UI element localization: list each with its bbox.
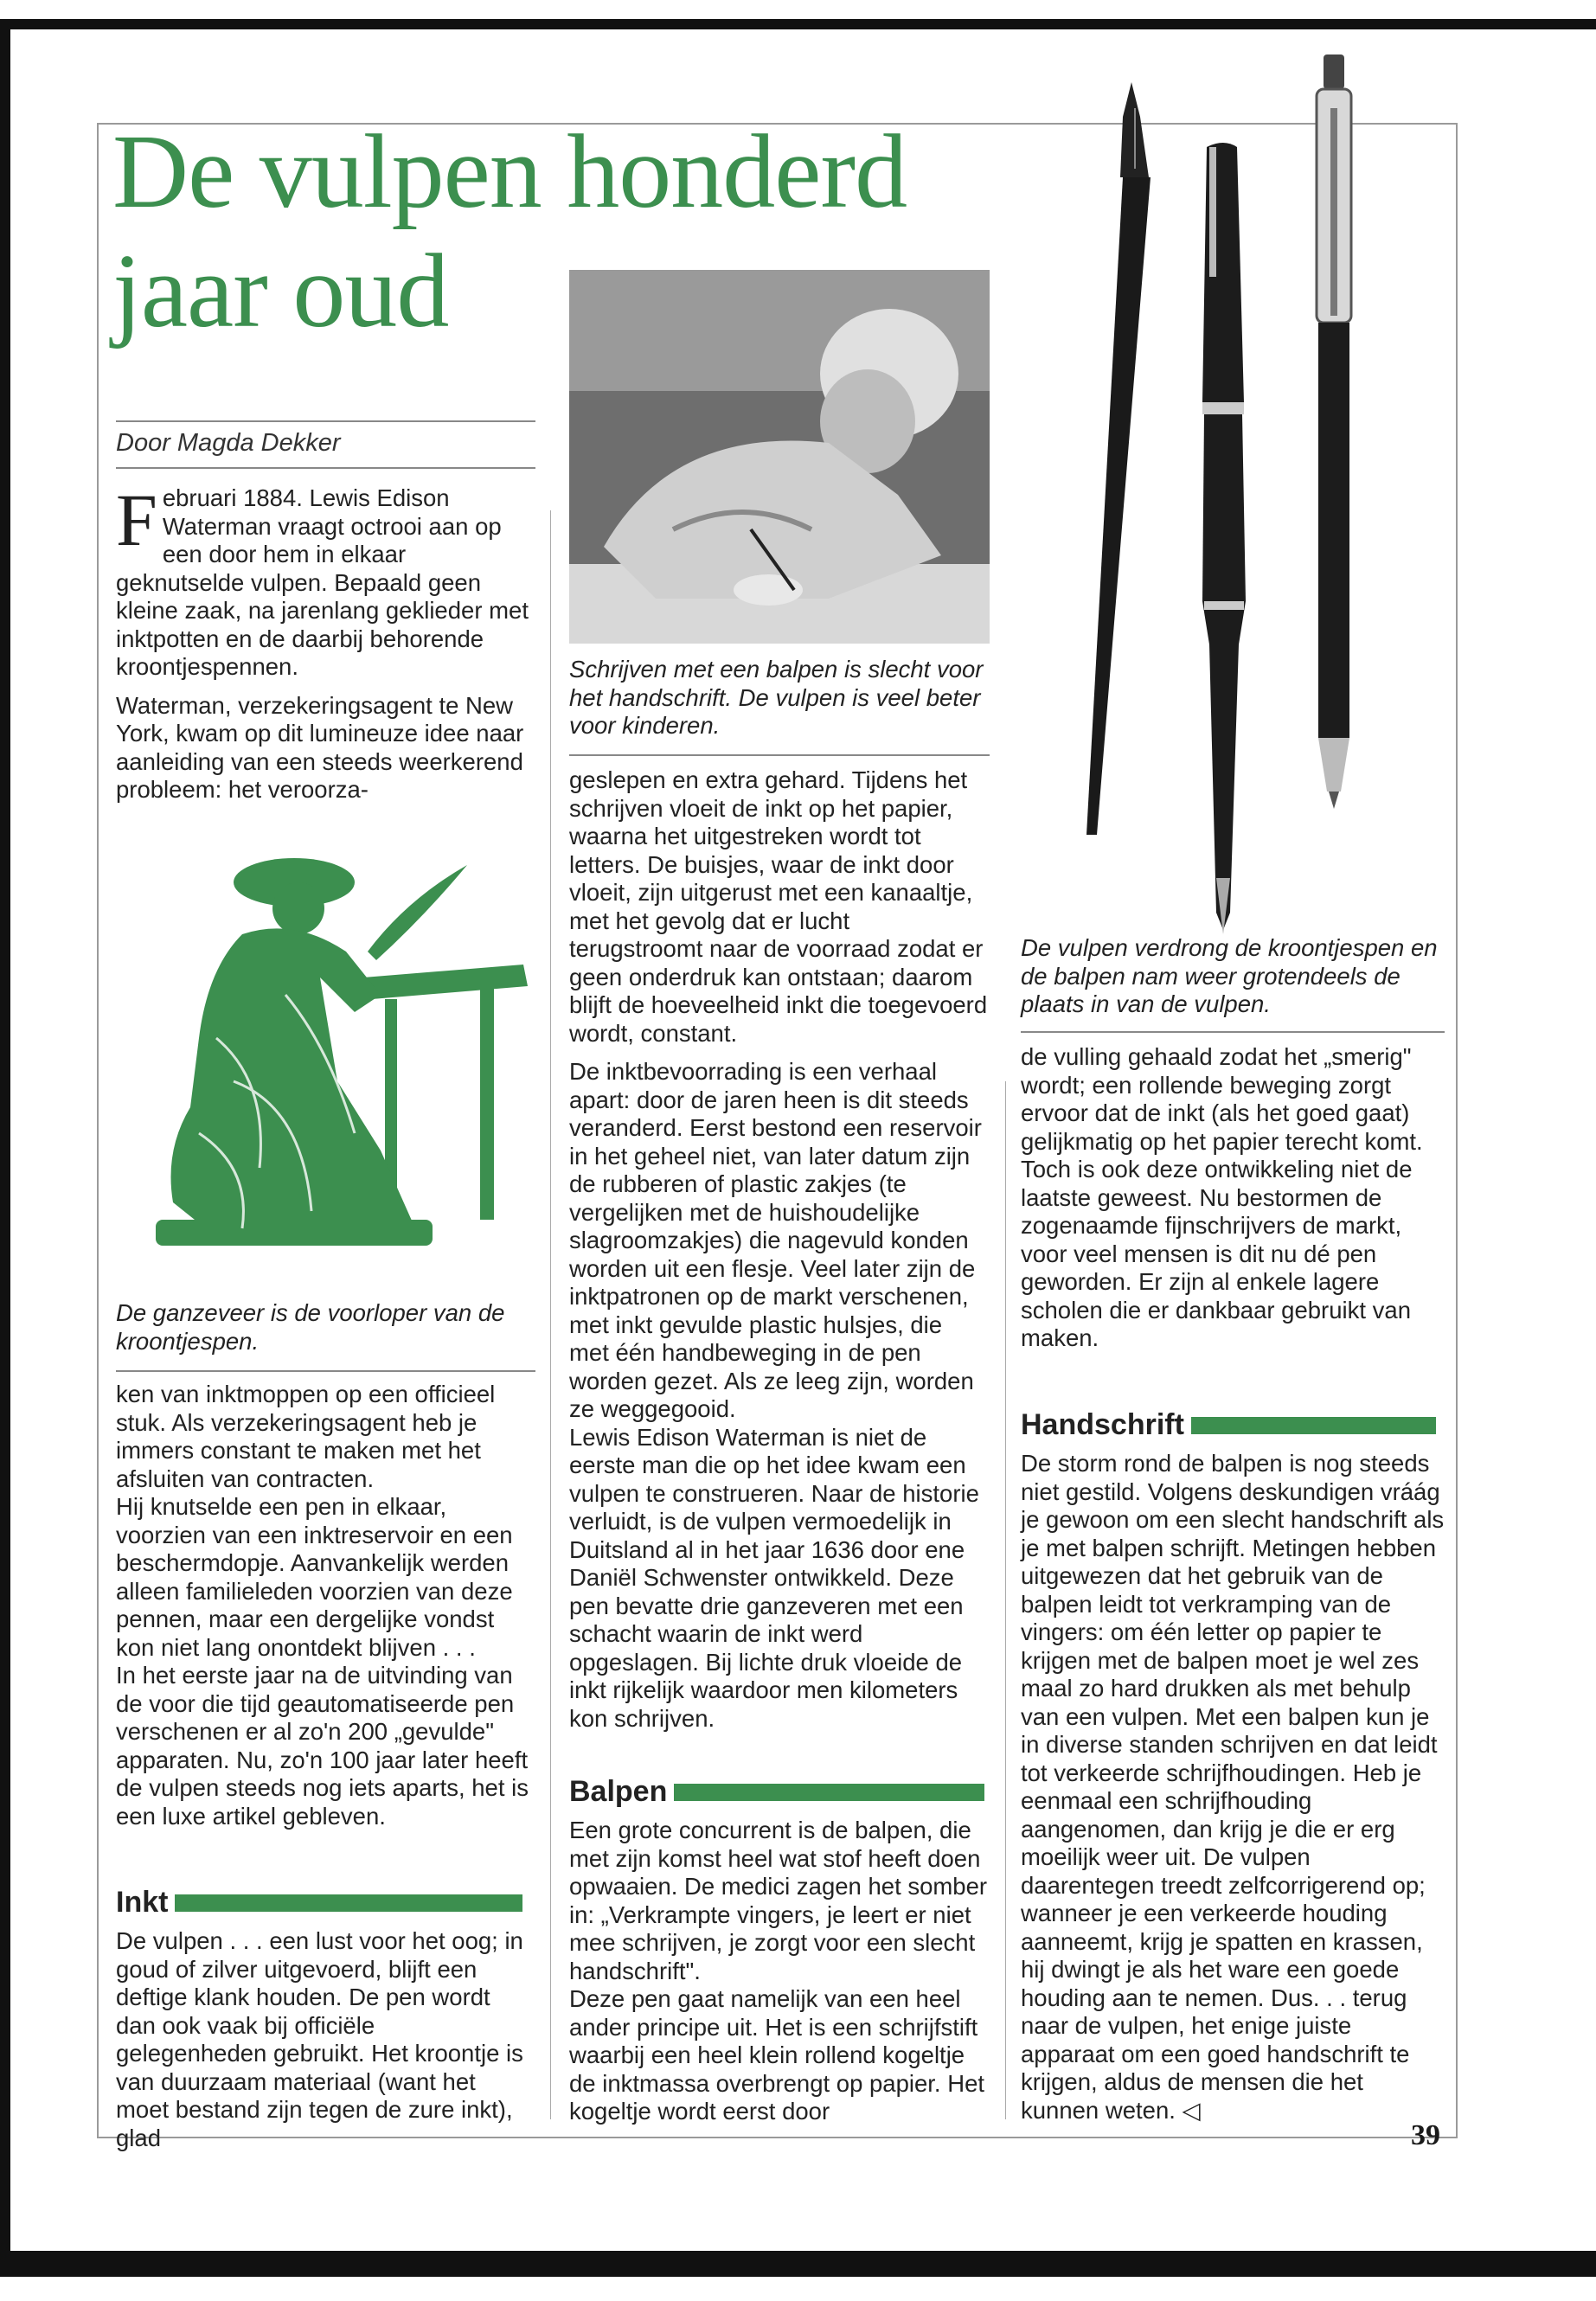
col3-paragraph-1: de vulling gehaald zodat het „smerig" wordt; een rollende beweging zorgt ervoor dat de inkt (als het goed gaat) gelijkmatig op het papier terecht komt. xyxy=(1021,1043,1423,1155)
boy-writing-photo xyxy=(569,270,990,644)
intro-paragraph-1: ebruari 1884. Lewis Edison Waterman vraagt octrooi aan op een door hem in elkaar geknutselde vulpen. Bepaald geen kleine zaak, na jarenlang geklieder met inktpotten en de daarbij behorende kroontjespennen. xyxy=(116,484,529,680)
heading-handschrift-label: Handschrift xyxy=(1021,1408,1184,1441)
byline-rule-bottom xyxy=(116,467,535,469)
column-2 xyxy=(569,766,988,1743)
column-3 xyxy=(1021,1043,1439,1363)
caption-photo: Schrijven met een balpen is slecht voor het handschrift. De vulpen is veel beter voor kinderen. xyxy=(569,656,984,739)
pens-illustration xyxy=(1038,48,1401,939)
scan-left-border xyxy=(0,19,10,2277)
caption-quill: De ganzeveer is de voorloper van de kroontjespen. xyxy=(116,1299,505,1355)
scan-top-border xyxy=(0,19,1596,29)
col1-paragraph-1: ken van inktmoppen op een officieel stuk. Als verzekeringsagent heb je immers constant te maken met het afsluiten van contracten. xyxy=(116,1381,496,1492)
byline-rule-top xyxy=(116,420,535,422)
ballpoint-pen-icon xyxy=(1317,54,1351,809)
balpen-paragraph-1: Een grote concurrent is de balpen, die met zijn komst heel wat stof heeft doen opwaaien. De medici zagen het somber in: „Verkrampte vingers, je leert er niet mee schrijven, je zorgt voor een slecht handschrift". xyxy=(569,1817,988,1984)
heading-balpen-bar xyxy=(674,1784,984,1801)
handschrift-text: De storm rond de balpen is nog steeds niet gestild. Volgens deskundigen vráág je gewoon om een slecht handschrift als je met balpen schrijft. Metingen hebben uitgewezen dat het gebruik van de balpen leidt tot verkramping van de vingers: om één letter op papier te krijgen met de balpen moet je wel zes maal zo hard drukken als met behulp van een vulpen. Met een balpen kun je in diverse standen schrijven en dat leidt tot verkeerde schrijfhoudingen. Heb je eenmaal een schrijfhouding aangenomen, dan krijg je die er erg moeilijk weer uit. De vulpen daarentegen treedt zelfcorrigerend op; wanneer je een verkeerde houding aanneemt, krijg je spatten en krassen, hij dwingt je als het ware een goede houding aan te nemen. Dus. . . terug naar de vulpen, het enige juiste apparaat om een goed handschrift te krijgen, aldus de mensen die het kunnen weten. ◁ xyxy=(1021,1450,1445,2124)
caption-quill-rule xyxy=(116,1370,535,1372)
heading-handschrift xyxy=(1021,1408,1436,1442)
drop-cap: F xyxy=(116,478,157,561)
heading-handschrift-bar xyxy=(1191,1417,1436,1434)
col2-paragraph-2: De inktbevoorrading is een verhaal apart: door de jaren heen is dit steeds veranderd. Eerst bestond een reservoir in het geheel niet, van later datum zijn de rubberen of plastic zakjes (te vergelijken met de huishoudelijke slagroomzakjes) die nagevuld konden worden uit een flesje. Veel later zijn de inktpatronen op de markt verschenen, met inkt gevulde plastic hulsjes, die met één handbeweging in de pen worden gezet. Als ze leeg zijn, worden ze weggegooid. xyxy=(569,1058,982,1422)
heading-inkt-label: Inkt xyxy=(116,1886,169,1919)
fountain-pen-icon xyxy=(1202,143,1246,934)
dip-pen-icon xyxy=(1086,82,1151,835)
caption-photo-rule xyxy=(569,754,990,756)
caption-pens: De vulpen verdrong de kroontjespen en de balpen nam weer grotendeels de plaats in van de vulpen. xyxy=(1021,934,1438,1017)
col2-paragraph-1: geslepen en extra gehard. Tijdens het schrijven vloeit de inkt op het papier, waarna het uitgestreken wordt tot letters. De buisjes, waar de inkt door vloeit, zijn uitgerust met een kanaaltje, met het gevolg dat er lucht terugstroomt naar de voorraad zodat er geen onderdruk kan ontstaan; daarom blijft de hoeveelheid inkt die toegevoerd wordt, constant. xyxy=(569,766,988,1047)
article-title: De vulpen honderd jaar oud xyxy=(112,113,907,349)
byline: Door Magda Dekker xyxy=(116,429,341,457)
col1-paragraph-3: In het eerste jaar na de uitvinding van de voor die tijd geautomatiseerde pen verschenen er al zo'n 200 „gevulde" apparaten. Nu, zo'n 100 jaar later heeft de vulpen steeds nog iets aparts, het is een luxe artikel gebleven. xyxy=(116,1662,529,1830)
col2-paragraph-3: Lewis Edison Waterman is niet de eerste man die op het idee kwam een vulpen te construeren. Naar de historie verluidt, is de vulpen vermoedelijk in Duitsland al in het jaar 1636 door ene Daniël Schwenster ontwikkeld. Deze pen bevatte drie ganzeveren met een schacht waarin de inkt werd opgeslagen. Bij lichte druk vloeide de inkt rijkelijk waardoor men kilometers kon schrijven. xyxy=(569,1423,979,1732)
balpen-text xyxy=(569,1817,988,2126)
heading-inkt-bar xyxy=(175,1894,522,1912)
column-1-intro xyxy=(116,478,529,815)
balpen-paragraph-2: Deze pen gaat namelijk van een heel ander principe uit. Het is een schrijfstift waarbij een heel klein rollend kogeltje de inktmassa overbrengt op papier. Het kogeltje wordt eerst door xyxy=(569,1985,985,2125)
quill-writer-illustration xyxy=(138,822,536,1289)
heading-balpen-label: Balpen xyxy=(569,1775,668,1808)
scan-bottom-border xyxy=(0,2251,1596,2277)
column-1-continued xyxy=(116,1381,529,1830)
caption-pens-rule xyxy=(1021,1031,1445,1033)
heading-inkt xyxy=(116,1886,522,1920)
column-divider-1 xyxy=(550,510,551,2119)
inkt-text: De vulpen . . . een lust voor het oog; in goud of zilver uitgevoerd, blijft een deftige klank houden. De pen wordt dan ook vaak bij officiële gelegenheden gebruikt. Het kroontje is van duurzaam materiaal (want het moet bestand zijn tegen de zure inkt), glad xyxy=(116,1927,523,2151)
col3-paragraph-2: Toch is ook deze ontwikkeling niet de laatste geweest. Nu bestormen de zogenaamde fijnschrijvers de markt, voor veel mensen is dit nu dé pen geworden. Er zijn al enkele lagere scholen die er dankbaar gebruikt van maken. xyxy=(1021,1156,1413,1351)
column-divider-2 xyxy=(1005,1081,1006,2119)
col1-paragraph-2: Hij knutselde een pen in elkaar, voorzien van een inktreservoir en een beschermdopje. Aanvankelijk werden alleen familieleden voorzien van deze pennen, maar een dergelijke vondst kon niet lang onontdekt blijven . . . xyxy=(116,1493,513,1661)
heading-balpen xyxy=(569,1775,984,1809)
intro-paragraph-2: Waterman, verzekeringsagent te New York, kwam op dit lumineuze idee naar aanleiding van een steeds weerkerend probleem: het veroorza- xyxy=(116,691,524,803)
page-number: 39 xyxy=(1411,2119,1440,2151)
